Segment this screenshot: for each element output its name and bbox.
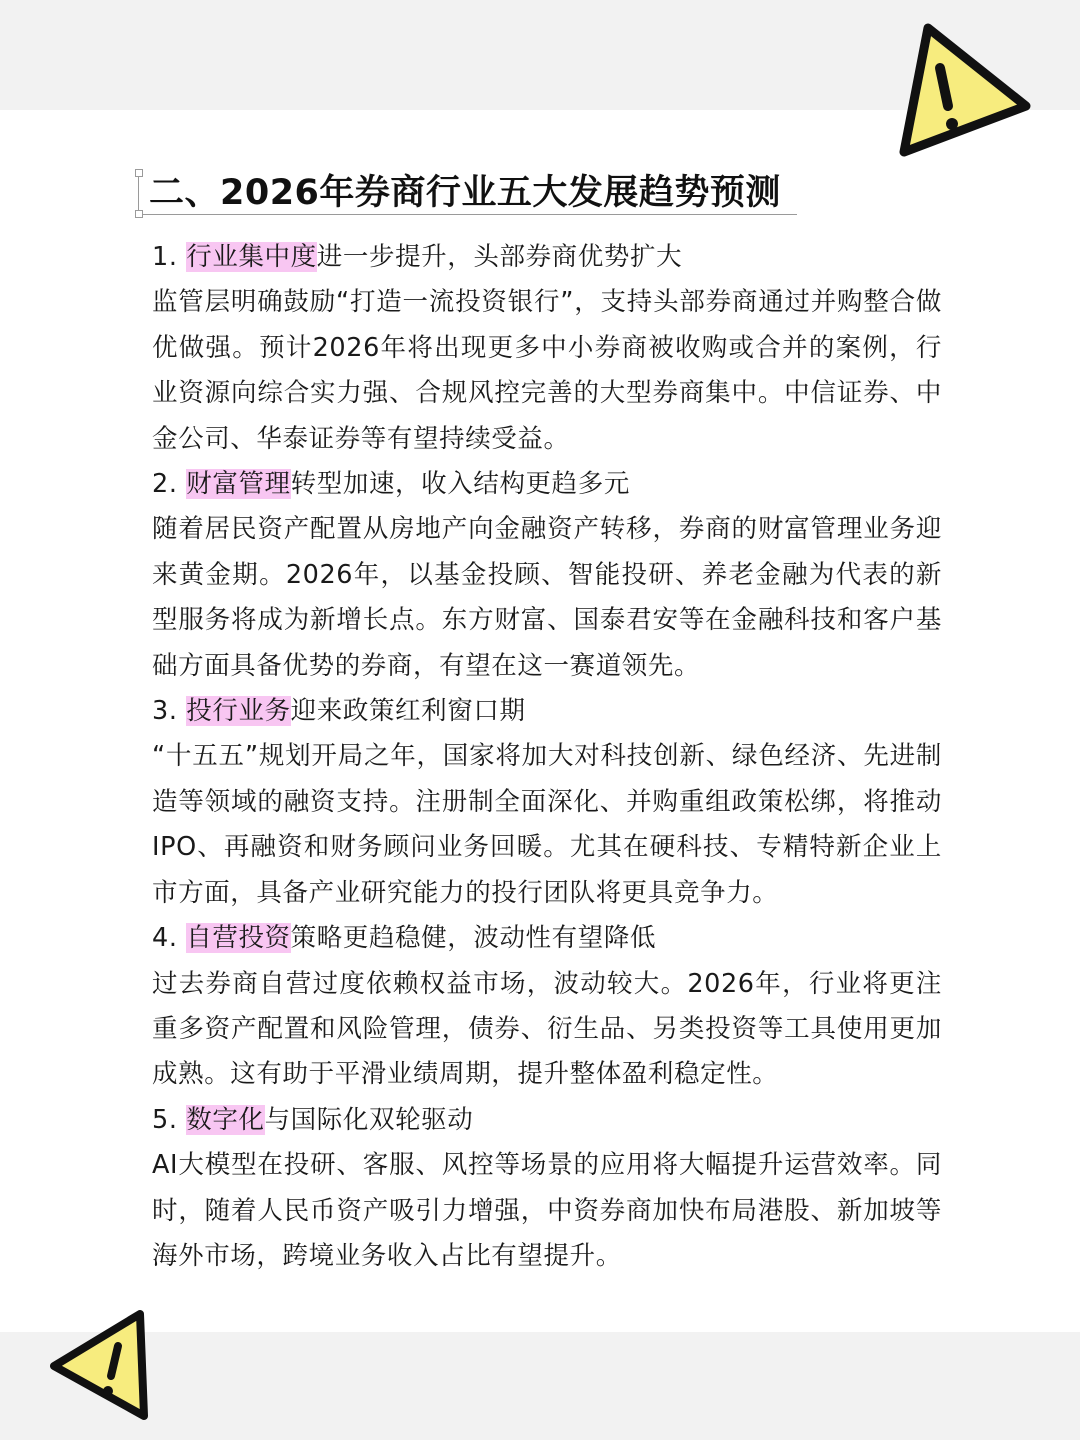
section-number: 4. xyxy=(152,923,178,954)
section-title-text: 转型加速，收入结构更趋多元 xyxy=(290,469,630,500)
heading-frame xyxy=(138,172,797,215)
section-body: “十五五”规划开局之年，国家将加大对科技创新、绿色经济、先进制造等领域的融资支持。注册制全面深化、并购重组政策松绑，将推动IPO、再融资和财务顾问业务回暖。尤其在硬科技、专精特新企业上市方面，具备产业研究能力的投行团队将更具竞争力。 xyxy=(152,741,942,908)
warning-icon xyxy=(890,18,1035,163)
trend-section-4 xyxy=(152,916,942,1098)
section-title xyxy=(152,462,942,507)
section-body: AI大模型在投研、客服、风控等场景的应用将大幅提升运营效率。同时，随着人民币资产吸引力增强，中资券商加快布局港股、新加坡等海外市场，跨境业务收入占比有望提升。 xyxy=(152,1150,942,1271)
section-title xyxy=(152,916,942,961)
section-body: 过去券商自营过度依赖权益市场，波动较大。2026年，行业将更注重多资产配置和风险管理，债券、衍生品、另类投资等工具使用更加成熟。这有助于平滑业绩周期，提升整体盈利稳定性。 xyxy=(152,968,942,1090)
section-body: 监管层明确鼓励“打造一流投资银行”，支持头部券商通过并购整合做优做强。预计2026年将出现更多中小券商被收购或合并的案例，行业资源向综合实力强、合规风控完善的大型券商集中。中信证券、中金公司、华泰证券等有望持续受益。 xyxy=(152,287,942,454)
section-title xyxy=(152,1098,942,1143)
highlighted-keyword: 财富管理 xyxy=(186,469,291,500)
section-title-text: 策略更趋稳健，波动性有望降低 xyxy=(290,923,657,954)
section-title-text: 与国际化双轮驱动 xyxy=(264,1104,474,1135)
bottom-band xyxy=(0,1332,1080,1440)
section-title xyxy=(152,235,942,280)
highlighted-keyword: 投行业务 xyxy=(186,696,291,727)
trend-section-5 xyxy=(152,1098,942,1280)
highlighted-keyword: 自营投资 xyxy=(186,923,291,954)
section-body: 随着居民资产配置从房地产向金融资产转移，券商的财富管理业务迎来黄金期。2026年，以基金投顾、智能投研、养老金融为代表的新型服务将成为新增长点。东方财富、国泰君安等在金融科技和客户基础方面具备优势的券商，有望在这一赛道领先。 xyxy=(152,514,942,681)
section-title-text: 迎来政策红利窗口期 xyxy=(290,696,526,727)
trend-section-1 xyxy=(152,235,942,462)
highlighted-keyword: 数字化 xyxy=(186,1104,265,1135)
section-number: 3. xyxy=(152,696,178,727)
warning-icon xyxy=(48,1308,158,1423)
section-title xyxy=(152,689,942,734)
section-title-text: 进一步提升，头部券商优势扩大 xyxy=(316,242,683,272)
section-number: 2. xyxy=(152,469,178,500)
article xyxy=(149,172,942,1279)
section-number: 5. xyxy=(152,1104,178,1135)
trend-section-2 xyxy=(152,462,942,689)
trend-section-3 xyxy=(152,689,942,916)
page-title: 二、2026年券商行业五大发展趋势预测 xyxy=(149,173,781,213)
section-number: 1. xyxy=(152,242,178,272)
highlighted-keyword: 行业集中度 xyxy=(186,242,317,272)
